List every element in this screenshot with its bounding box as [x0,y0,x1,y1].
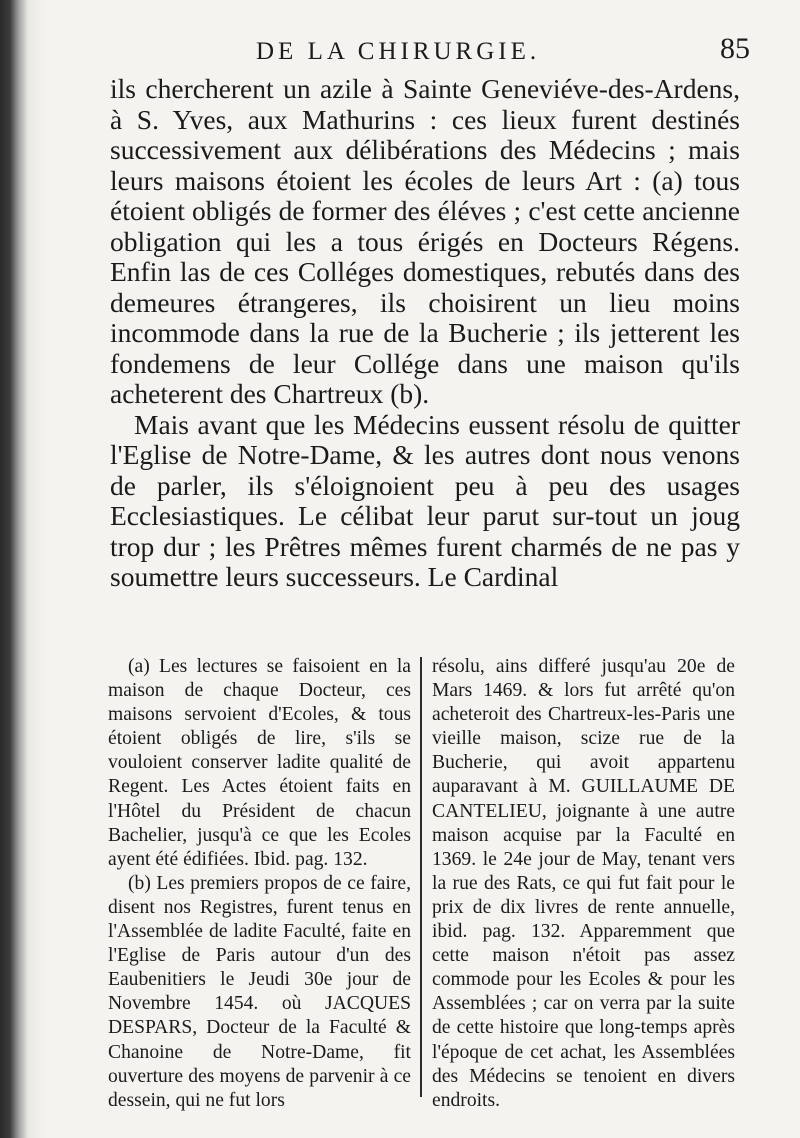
footnote-a: (a) Les lectures se faisoient en la maison de chaque Docteur, ces maisons servoient d'Ecoles, & tous étoient obligés de lire, s'ils se vouloient conserver ladite qualité de Regent. Les Actes étoient faits en l'Hôtel du Président de chacun Bachelier, jusqu'à ce que les Ecoles ayent été édifiées. Ibid. pag. 132. [108,656,411,870]
footnotes-left-column [108,655,411,1113]
footnotes [108,655,738,1111]
main-paragraph-2: Mais avant que les Médecins eussent résolu de quitter l'Eglise de Notre-Dame, & les autres dont nous venons de parler, ils s'éloignoient peu à peu des usages Ecclesiastiques. Le célibat leur parut sur-tout un joug trop dur ; les Prêtres mêmes furent charmés de ne pas y soumettre leurs successeurs. Le Cardinal [110,408,740,592]
page-header [110,32,750,78]
main-paragraph-1: ils chercherent un azile à Sainte Geneviéve-des-Ardens, à S. Yves, aux Mathurins : ces lieux furent destinés successivement aux délibérations des Médecins ; mais leurs maisons étoient les écoles de leurs Art : (a) tous étoient obligés de former des éléves ; c'est cette ancienne obligation qui les a tous érigés en Docteurs Régens. Enfin las de ces Colléges domestiques, rebutés dans des demeures étrangeres, ils choisirent un lieu moins incommode dans la rue de la Bucherie ; ils jetterent les fondemens de leur Collége dans une maison qu'ils acheterent des Chartreux (b). [110,73,740,409]
footnotes-right-column [432,655,735,1113]
footnote-b: (b) Les premiers propos de ce faire, disent nos Registres, furent tenus en l'Assemblée de ladite Faculté, faite en l'Eglise de Paris autour d'un des Eaubenitiers le Jeudi 30e jour de Novembre 1454. où JACQUES DESPARS, Docteur de la Faculté & Chanoine de Notre-Dame, fit ouverture des moyens de parvenir à ce dessein, qui ne fut lors [108,872,411,1111]
running-head: DE LA CHIRURGIE. [256,38,541,65]
main-text [110,74,740,593]
column-divider [420,657,422,1097]
page-number: 85 [720,32,750,65]
footnote-b-continued: résolu, ains differé jusqu'au 20e de Mars 1469. & lors fut arrêté qu'on acheteroit des Chartreux-les-Paris une vieille maison, scize rue de la Bucherie, qui avoit appartenu auparavant à M. GUILLAUME DE CANTELIEU, joignante à une autre maison acquise par la Faculté en 1369. le 24e jour de May, tenant vers la rue des Rats, ce qui fut fait pour le prix de dix livres de rente annuelle, ibid. pag. 132. Apparemment que cette maison n'étoit pas assez commode pour les Ecoles & pour les Assemblées ; car on verra par la suite de cette histoire que long-temps après l'époque de cet achat, les Assemblées des Médecins se tenoient en divers endroits. [432,656,735,1111]
